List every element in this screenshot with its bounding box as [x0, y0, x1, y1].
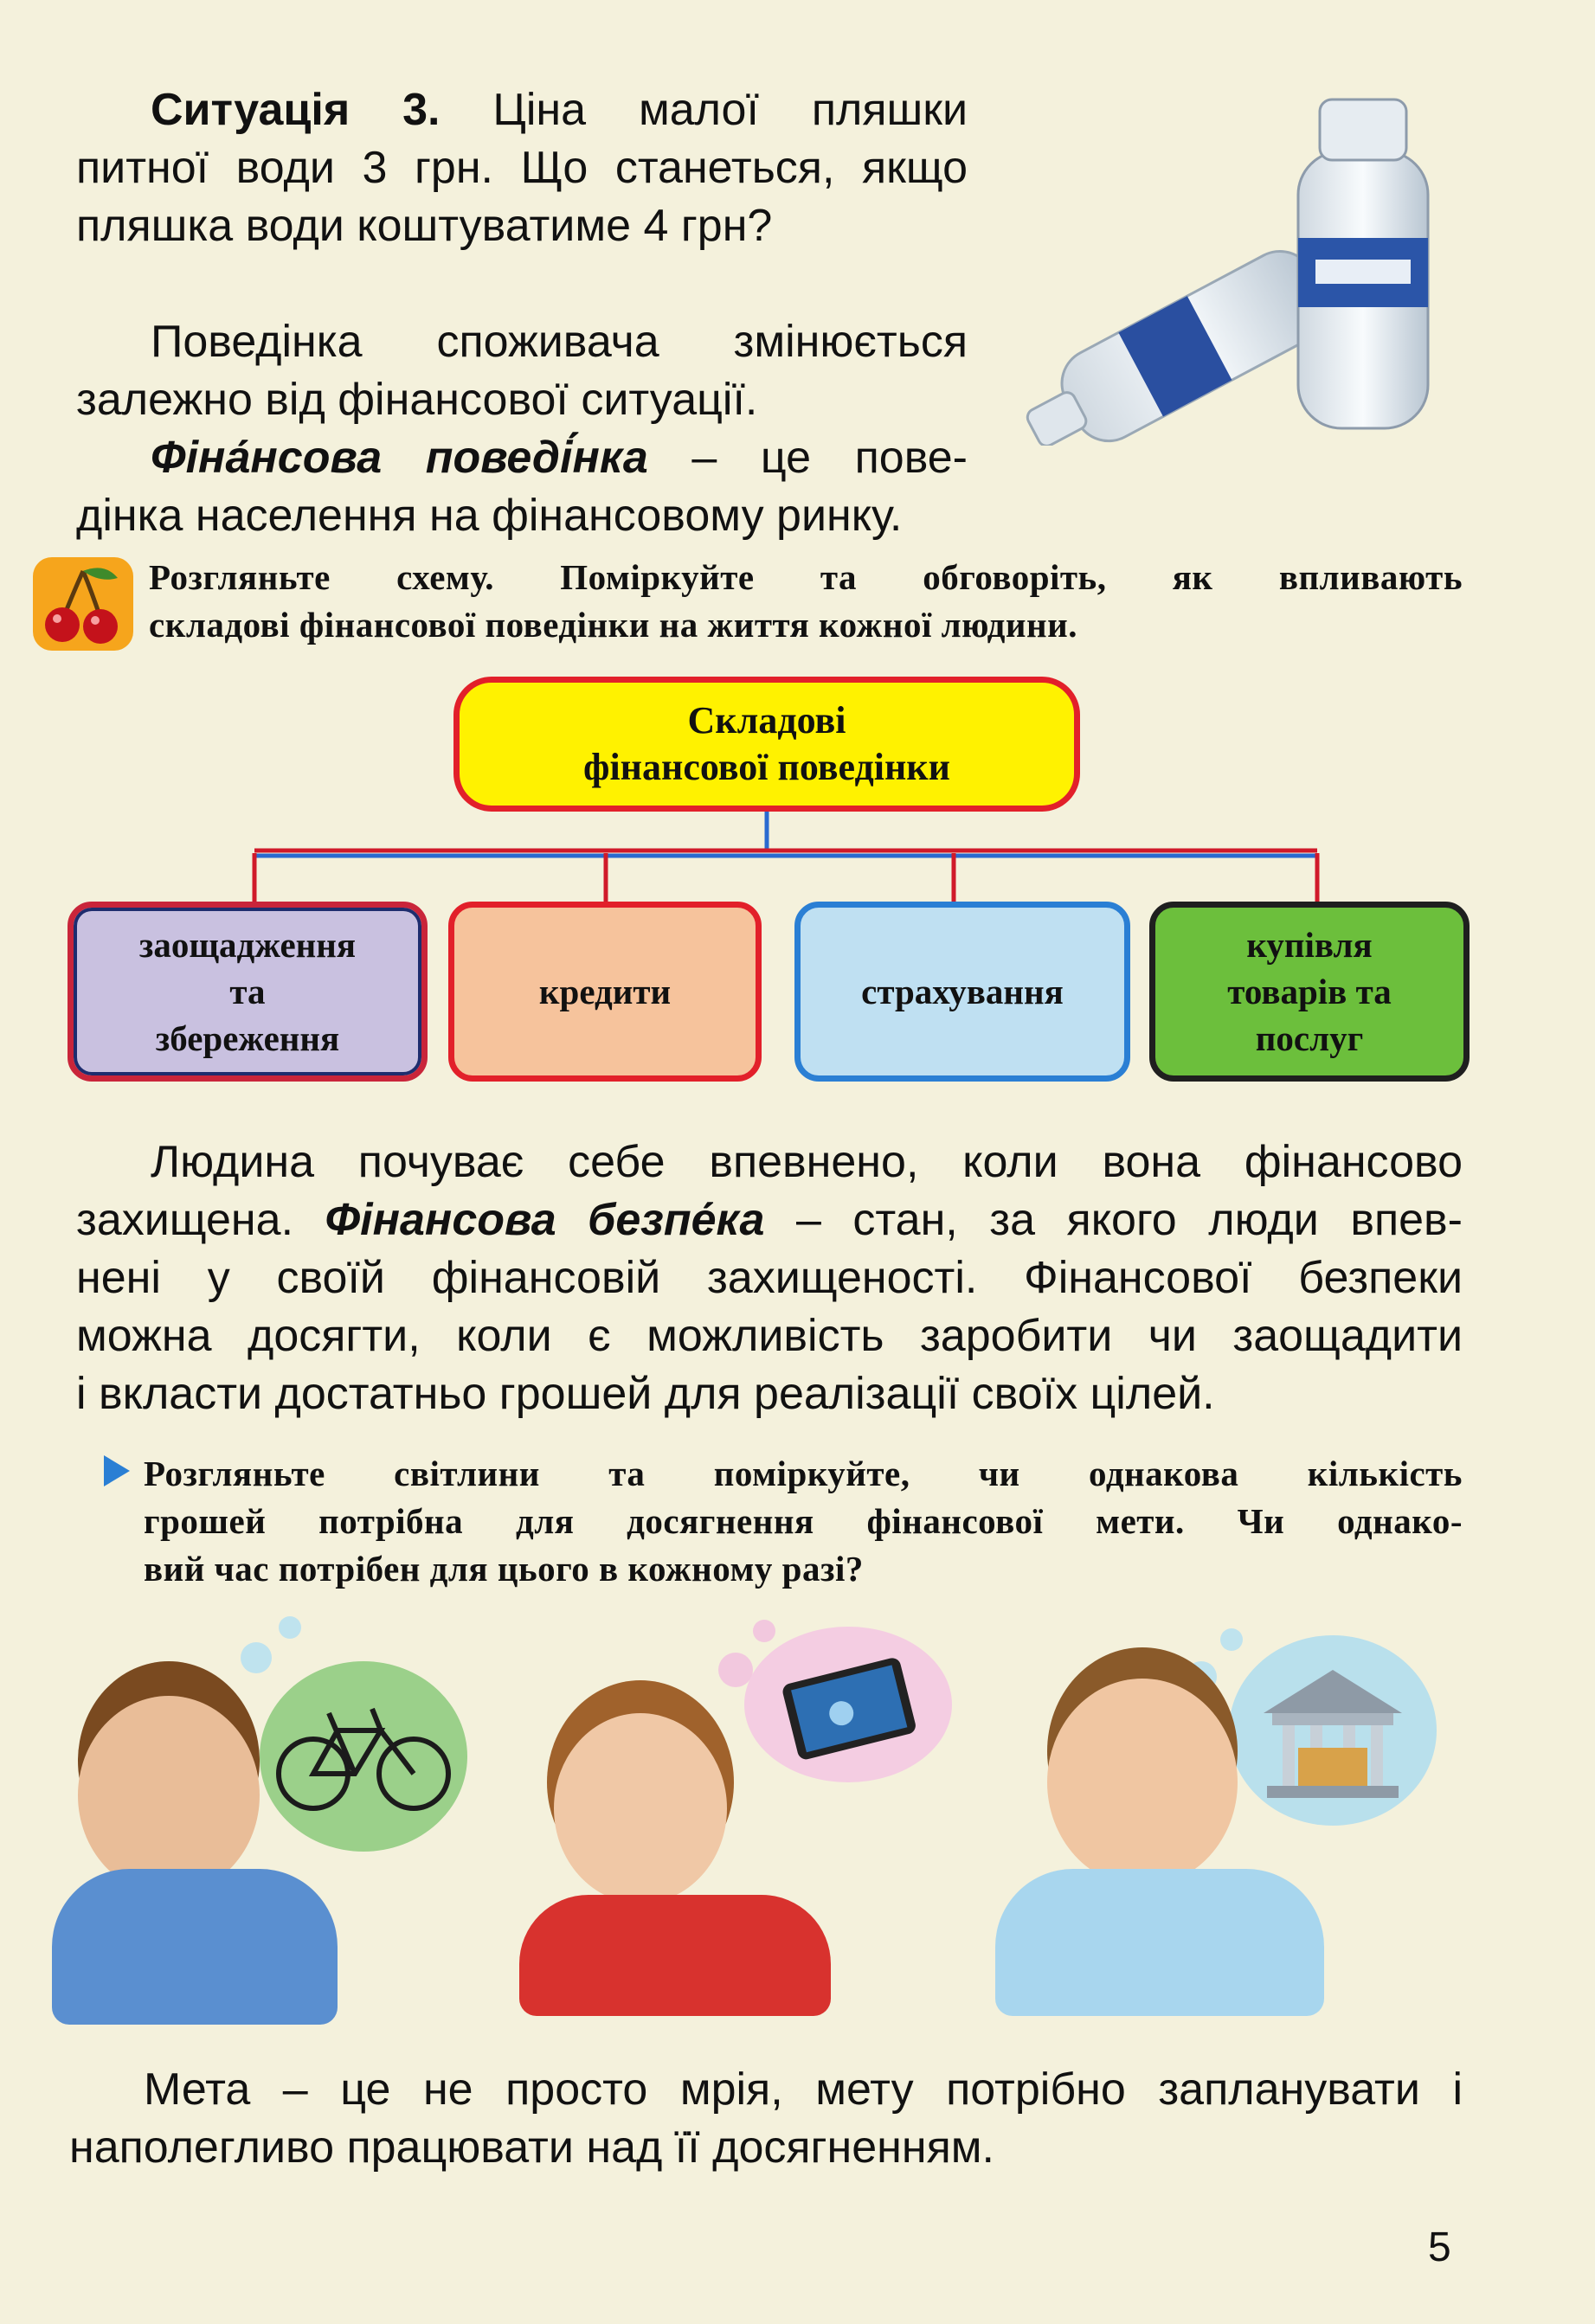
task2-line-3: вий час потрібен для цього в кожному разі?: [144, 1549, 864, 1589]
girl-dress: [519, 1895, 831, 2016]
tablet-icon: [744, 1627, 952, 1782]
thought-bubble-dot: [1186, 1661, 1217, 1692]
goal-line-1: Мета – це не просто мрія, мету потрібно запланувати і: [144, 2064, 1463, 2115]
situation-line1-text: Ціна малої пляшки: [492, 85, 968, 135]
security-line-3: нені у своїй фінансовій захищеності. Фінансової безпеки: [76, 1253, 1463, 1303]
task2-instruction: [144, 1450, 1463, 1593]
security-term: Фінансова безпе́ка: [325, 1195, 765, 1245]
behavior-line-1: Поведінка споживача змінюється: [151, 317, 968, 367]
bicycle-dream-bubble: [260, 1661, 467, 1852]
situation-line-2: питної води 3 грн. Що станеться, якщо: [76, 143, 968, 193]
boy-right-photo: [1047, 1679, 1238, 1886]
situation-label: Ситуація 3.: [151, 85, 441, 135]
diagram-purchase-line-2: товарів та: [1227, 972, 1392, 1011]
page-number: 5: [1428, 2224, 1451, 2270]
bank-dream-bubble: [1229, 1635, 1437, 1826]
diagram-savings-box: [68, 902, 428, 1082]
diagram-purchase-line-3: послуг: [1255, 1018, 1364, 1058]
task2-line-2: грошей потрібна для досягнення фінансової мети. Чи однако-: [144, 1501, 1463, 1541]
diagram-root-line-1: Складові: [687, 699, 846, 741]
security-line-1: Людина почуває себе впевнено, коли вона фінансово: [151, 1137, 1463, 1187]
bank-building-icon: [1229, 1635, 1437, 1826]
goal-line-2: наполегливо працювати над її досягненням.: [69, 2122, 994, 2173]
diagram-savings-line-1: заощадження: [138, 925, 357, 965]
security-line2-end: – стан, за якого люди впев-: [795, 1195, 1463, 1245]
situation-line-3: пляшка води коштуватиме 4 грн?: [76, 201, 773, 251]
task1-line-1: Розгляньте схему. Поміркуйте та обговоріть, як впливають: [149, 557, 1463, 597]
boy-left-sweater: [52, 1869, 338, 2025]
security-line-4: можна досягти, коли є можливість заробити чи заощадити: [76, 1311, 1463, 1361]
tablet-dream-bubble: [744, 1627, 952, 1782]
task2-line-1: Розгляньте світлини та поміркуйте, чи однакова кількість: [144, 1454, 1463, 1493]
boy-left-photo: [78, 1696, 260, 1895]
behavior-line3-text: – це пове-: [691, 433, 968, 483]
girl-photo: [554, 1713, 727, 1903]
diagram-insurance-label: страхування: [861, 972, 1064, 1011]
behavior-term: Фіна́нсова поведі́нка: [151, 433, 648, 483]
security-paragraph: [76, 1133, 1463, 1423]
behavior-line-2: залежно від фінансової ситуації.: [76, 375, 758, 425]
diagram-insurance-box: [794, 902, 1130, 1082]
security-line-2: [76, 1191, 1463, 1249]
task1-line-2: складові фінансової поведінки на життя кожної людини.: [149, 605, 1077, 645]
security-line-5: і вкласти достатньо грошей для реалізації своїх цілей.: [76, 1369, 1215, 1419]
bicycle-icon: [260, 1661, 467, 1852]
behavior-line-4: дінка населення на фінансовому ринку.: [76, 491, 903, 541]
goal-paragraph: [69, 2061, 1463, 2177]
security-line2-start: захищена.: [76, 1195, 294, 1245]
diagram-savings-line-3: збереження: [155, 1018, 340, 1058]
children-photos: [52, 1609, 1471, 2042]
thought-bubble-dot: [279, 1616, 301, 1639]
triangle-marker-icon: [102, 1454, 132, 1488]
diagram-root-box: [453, 677, 1080, 812]
boy-right-shirt: [995, 1869, 1324, 2016]
diagram-savings-line-2: та: [229, 972, 266, 1011]
diagram-credits-box: [448, 902, 762, 1082]
diagram-credits-label: кредити: [538, 972, 672, 1011]
diagram-root-line-2: фінансової поведінки: [583, 746, 950, 788]
diagram-purchase-box: [1149, 902, 1470, 1082]
diagram-purchase-line-1: купівля: [1246, 925, 1373, 965]
